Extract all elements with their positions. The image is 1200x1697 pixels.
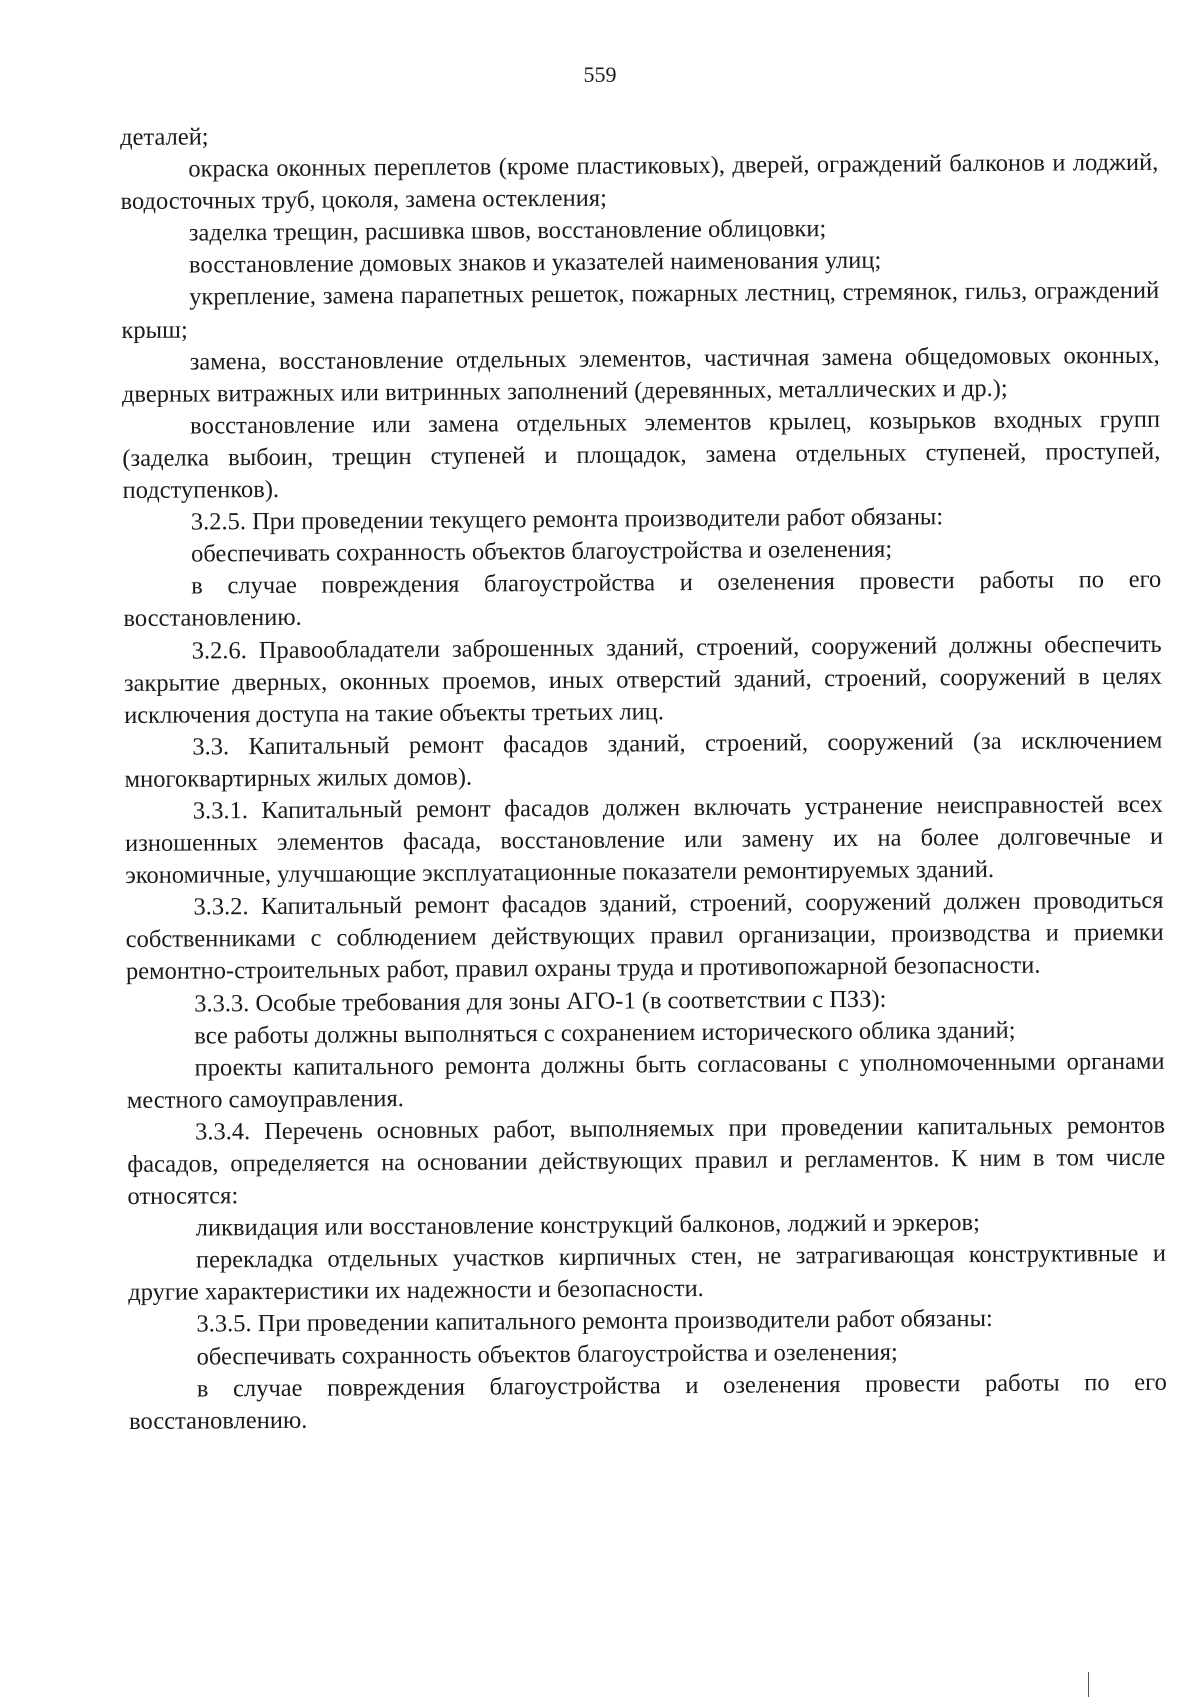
clause-3-3-4: 3.3.4. Перечень основных работ, выполняемых при проведении капитальных ремонтов фасадов, определяется на основании действующих правил и регламентов. К ним в том числе относятся: <box>127 1111 1166 1211</box>
list-item-window-fillings: замена, восстановление отдельных элементов, частичная замена общедомовых оконных, дверных витражных или витринных заполнений (деревянных, металлических и др.); <box>121 341 1160 408</box>
clause-3-3-2: 3.3.2. Капитальный ремонт фасадов зданий, строений, сооружений должен проводиться собственниками с соблюдением действующих правил организации, производства и приемки ремонтно-строительных работ, правил охраны труда и противопожарной безопасности. <box>125 886 1164 986</box>
list-item-preserve-landscaping-2: обеспечивать сохранность объектов благоустройства и озеленения; <box>196 1338 898 1371</box>
list-item-project-approval: проекты капитального ремонта должны быть согласованы с уполномоченными органами местного самоуправления. <box>126 1047 1165 1114</box>
clause-3-3-1: 3.3.1. Капитальный ремонт фасадов должен включать устранение неисправностей всех изношенных элементов фасада, восстановление или замену их на более долговечные и экономичные, улучшающие эксплуатационные показатели ремонтируемых зданий. <box>124 790 1164 890</box>
list-item-parapet-grilles: укрепление, замена парапетных решеток, пожарных лестниц, стремянок, гильз, ограждений крыш; <box>121 277 1160 344</box>
clause-3-3-5: 3.3.5. При проведении капитального ремонта производители работ обязаны: <box>196 1305 993 1338</box>
clause-3-2-5: 3.2.5. При проведении текущего ремонта производители работ обязаны: <box>190 503 944 536</box>
list-item-house-signs: восстановление домовых знаков и указателей наименования улиц; <box>188 247 882 279</box>
list-item-historic-appearance: все работы должны выполняться с сохранением исторического облика зданий; <box>194 1016 1016 1050</box>
list-item-preserve-landscaping: обеспечивать сохранность объектов благоустройства и озеленения; <box>190 535 893 568</box>
list-item-restore-landscaping-2: в случае повреждения благоустройства и озеленения провести работы по его восстановлению. <box>128 1368 1167 1435</box>
list-item-crack-sealing: заделка трещин, расшивка швов, восстановление облицовки; <box>188 215 827 247</box>
list-item-porches: восстановление или замена отдельных элементов крылец, козырьков входных групп (заделка выбоин, трещин ступеней и площадок, замена отдельных ступеней, проступей, подступенков). <box>122 405 1161 505</box>
clause-3-3: 3.3. Капитальный ремонт фасадов зданий, строений, сооружений (за исключением многоквартирных жилых домов). <box>124 726 1163 793</box>
scan-artifact-mark <box>1088 1672 1089 1697</box>
paragraph-continuation: деталей; <box>120 123 209 151</box>
list-item-balconies: ликвидация или восстановление конструкций балконов, лоджий и эркеров; <box>195 1209 980 1242</box>
list-item-restore-landscaping: в случае повреждения благоустройства и озеленения провести работы по его восстановлению. <box>123 566 1162 633</box>
body-text <box>120 115 1167 1438</box>
clause-3-2-6: 3.2.6. Правообладатели заброшенных зданий, строений, сооружений должны обеспечить закрытие дверных, оконных проемов, иных отверстий зданий, строений, сооружений в целях исключения доступа на такие объекты третьих лиц. <box>123 630 1162 729</box>
clause-3-3-3: 3.3.3. Особые требования для зоны АГО-1 (в соответствии с ПЗЗ): <box>194 985 887 1018</box>
page-number: 559 <box>583 62 617 87</box>
list-item-painting: окраска оконных переплетов (кроме пластиковых), дверей, ограждений балконов и лоджий, водосточных труб, цоколя, замена остекления; <box>120 148 1159 216</box>
list-item-brick-walls: перекладка отдельных участков кирпичных стен, не затрагивающая конструктивные и другие характеристики их надежности и безопасности. <box>128 1240 1167 1307</box>
